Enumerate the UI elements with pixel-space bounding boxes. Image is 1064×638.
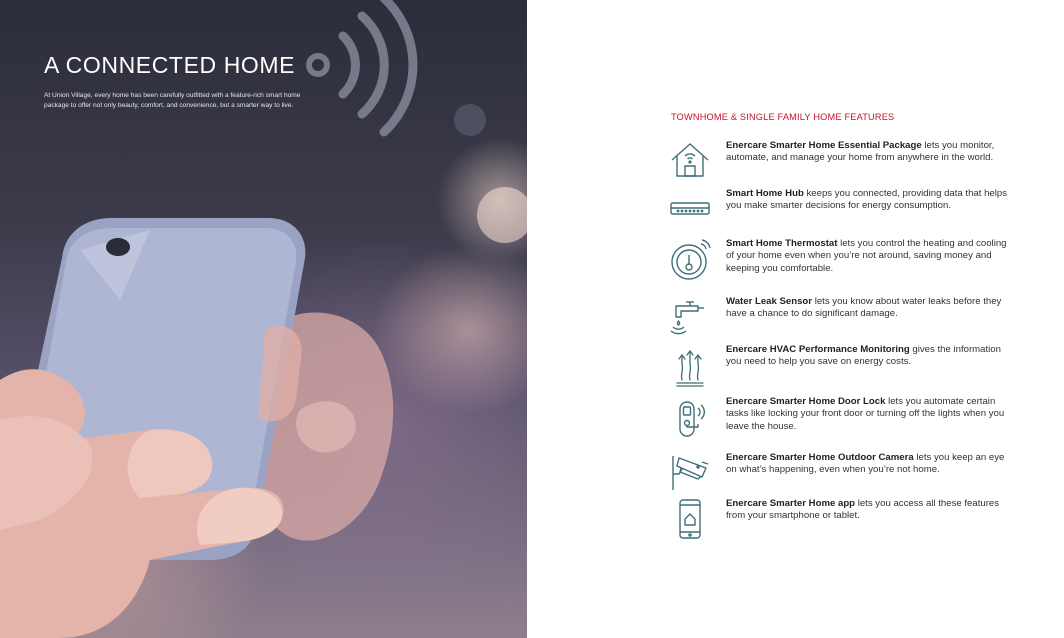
feature-description [726, 188, 1016, 213]
feature-name: Enercare Smarter Home Outdoor Camera [726, 452, 914, 463]
thermostat-icon [668, 238, 712, 282]
feature-name: Enercare Smarter Home app [726, 498, 856, 509]
feature-item [668, 296, 1028, 340]
feature-name: Smart Home Hub [726, 188, 804, 199]
feature-name: Enercare Smarter Home Door Lock [726, 396, 886, 407]
smart-home-hub-icon [668, 188, 712, 232]
feature-name: Smart Home Thermostat [726, 238, 838, 249]
feature-item [668, 498, 1028, 542]
feature-text: lets you keep an eye on what’s happening, even when you’re not home. [726, 452, 1005, 476]
hero-photo-panel [0, 0, 527, 638]
feature-description [726, 344, 1016, 369]
smart-home-house-icon [668, 140, 712, 184]
feature-description [726, 498, 1016, 523]
feature-description [726, 396, 1016, 433]
feature-name: Water Leak Sensor [726, 296, 813, 307]
feature-text: gives the information you need to help you save on energy costs. [726, 344, 1001, 368]
security-camera-icon [668, 452, 712, 496]
water-faucet-icon [668, 296, 712, 340]
feature-text: lets you monitor, automate, and manage your home from anywhere in the world. [726, 140, 995, 164]
feature-text: lets you access all these features from your smartphone or tablet. [726, 498, 1000, 522]
feature-item [668, 188, 1028, 232]
feature-item [668, 396, 1028, 440]
feature-description [726, 238, 1016, 275]
feature-item [668, 238, 1028, 282]
feature-text: lets you automate certain tasks like locking your front door or turning off the lights when you leave the house. [726, 396, 1005, 432]
wifi-signal-icon [309, 0, 413, 132]
feature-name: Enercare Smarter Home Essential Package [726, 140, 922, 151]
feature-text: keeps you connected, providing data that helps you make smarter decisions for energy consumption. [726, 188, 1008, 212]
smart-door-lock-icon [668, 396, 712, 440]
feature-item [668, 140, 1028, 184]
feature-item [668, 452, 1028, 496]
smartphone-app-icon [668, 498, 712, 542]
feature-text: lets you control the heating and cooling of your home even when you’re not around, saving money and keeping you comfortable. [726, 238, 1007, 274]
features-heading: TOWNHOME & SINGLE FAMILY HOME FEATURES [671, 112, 895, 122]
feature-description [726, 452, 1016, 477]
feature-text: lets you know about water leaks before they have a chance to do significant damage. [726, 296, 1002, 320]
hvac-heat-waves-icon [668, 344, 712, 388]
page-title: A CONNECTED HOME [44, 52, 296, 78]
feature-item [668, 344, 1028, 388]
feature-name: Enercare HVAC Performance Monitoring [726, 344, 910, 355]
feature-description [726, 296, 1016, 321]
intro-paragraph: At Union Village, every home has been carefully outfitted with a feature-rich smart home package to offer not only beauty, comfort, and convenience, but a smarter way to live. [44, 92, 301, 109]
feature-description [726, 140, 1016, 165]
